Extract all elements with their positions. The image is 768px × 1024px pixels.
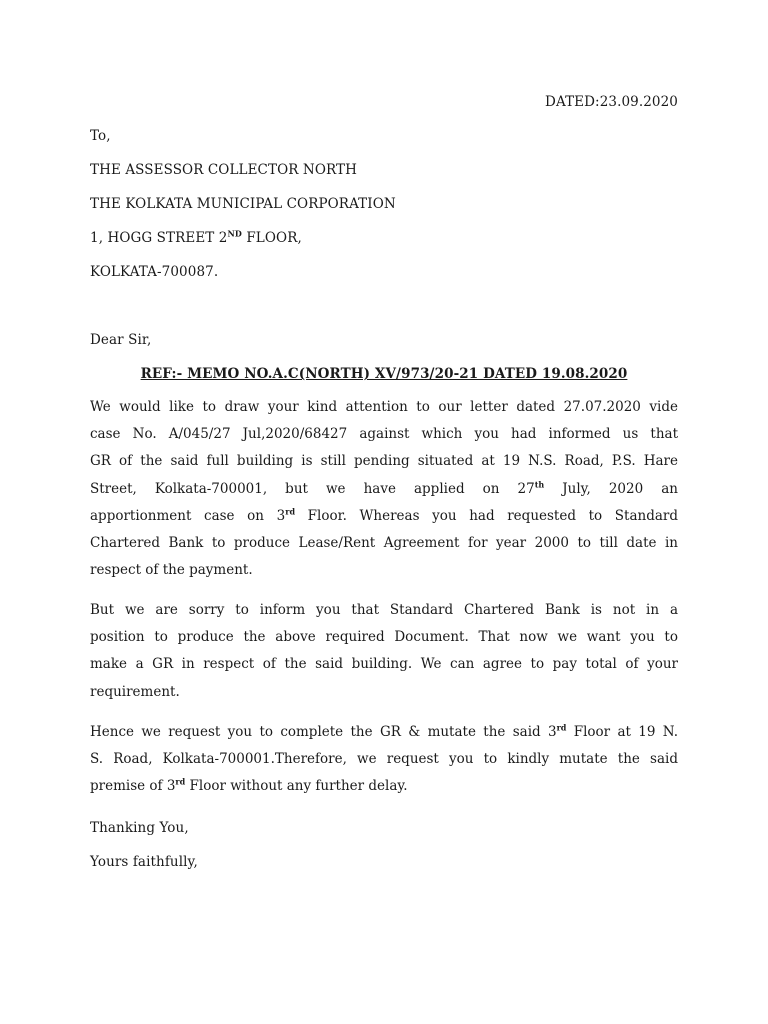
street-floor-text: FLOOR, [241, 230, 302, 246]
letter-date: DATED:23.09.2020 [545, 94, 678, 110]
body-paragraph-3 [90, 719, 678, 801]
paragraph-line [90, 503, 678, 530]
text-segment: Floor without any further delay. [185, 778, 408, 795]
body-paragraph-1 [90, 394, 678, 584]
superscript: rd [285, 506, 296, 517]
paragraph-line: make a GR in respect of the said building. We can agree to pay total of your [90, 656, 678, 673]
text-segment: July, 2020 an [544, 480, 678, 497]
text-segment: Street, Kolkata-700001, but we have applied on 27 [90, 480, 535, 497]
paragraph-line: S. Road, Kolkata-700001.Therefore, we request you to kindly mutate the said [90, 751, 678, 768]
paragraph-line [90, 773, 678, 800]
text-segment: Floor at 19 N. [566, 724, 678, 740]
text-segment: Hence we request you to complete the GR & mutate the said 3 [90, 724, 557, 740]
closing-thanks: Thanking You, [90, 820, 189, 836]
salutation: Dear Sir, [90, 332, 152, 348]
paragraph-line: position to produce the above required Document. That now we want you to [90, 629, 678, 646]
paragraph-line: case No. A/045/27 Jul,2020/68427 against which you had informed us that [90, 426, 678, 443]
paragraph-line: respect of the payment. [90, 562, 253, 579]
recipient-title: THE ASSESSOR COLLECTOR NORTH [90, 162, 357, 178]
street-text: 1, HOGG STREET 2 [90, 230, 228, 246]
superscript: th [534, 479, 545, 490]
closing-signoff: Yours faithfully, [90, 854, 198, 870]
reference-line: REF:- MEMO NO.A.C(NORTH) XV/973/20-21 DATED 19.08.2020 [140, 366, 628, 382]
street-superscript: ND [227, 228, 242, 239]
recipient-street [90, 230, 302, 246]
paragraph-line: But we are sorry to inform you that Standard Chartered Bank is not in a [90, 602, 678, 618]
recipient-organization: THE KOLKATA MUNICIPAL CORPORATION [90, 196, 396, 212]
text-segment: premise of 3 [90, 778, 176, 795]
paragraph-line [90, 719, 678, 746]
superscript: rd [556, 722, 567, 733]
paragraph-line: We would like to draw your kind attention to our letter dated 27.07.2020 vide [90, 399, 678, 415]
recipient-to: To, [90, 128, 111, 144]
paragraph-line: Chartered Bank to produce Lease/Rent Agreement for year 2000 to till date in [90, 534, 678, 551]
text-segment: apportionment case on 3 [90, 507, 286, 524]
text-segment: Floor. Whereas you had requested to Standard [295, 507, 679, 524]
paragraph-line: requirement. [90, 683, 180, 700]
superscript: rd [175, 776, 186, 787]
paragraph-line [90, 476, 678, 503]
body-paragraph-2 [90, 597, 678, 706]
recipient-city: KOLKATA-700087. [90, 264, 219, 280]
paragraph-line: GR of the said full building is still pending situated at 19 N.S. Road, P.S. Hare [90, 453, 678, 470]
